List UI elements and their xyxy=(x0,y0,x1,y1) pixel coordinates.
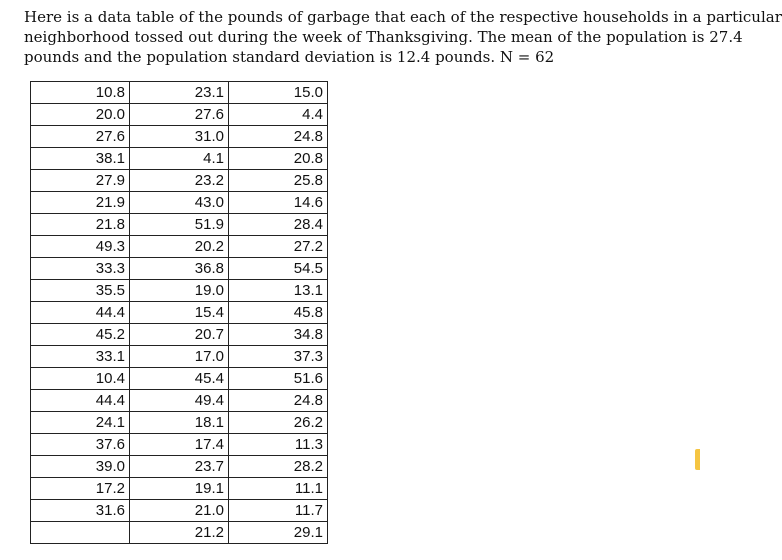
table-row xyxy=(31,456,328,478)
table-cell: 19.1 xyxy=(130,478,229,500)
table-cell: 51.6 xyxy=(229,368,328,390)
table-row xyxy=(31,126,328,148)
table-cell: 25.8 xyxy=(229,170,328,192)
table-cell: 44.4 xyxy=(31,390,130,412)
table-cell: 45.4 xyxy=(130,368,229,390)
table-row xyxy=(31,170,328,192)
table-cell: 31.6 xyxy=(31,500,130,522)
table-row xyxy=(31,434,328,456)
table-cell: 19.0 xyxy=(130,280,229,302)
table-cell: 51.9 xyxy=(130,214,229,236)
table-cell: 35.5 xyxy=(31,280,130,302)
table-row xyxy=(31,412,328,434)
table-cell: 27.9 xyxy=(31,170,130,192)
table-cell: 37.6 xyxy=(31,434,130,456)
table-cell: 24.8 xyxy=(229,126,328,148)
table-row xyxy=(31,500,328,522)
table-row xyxy=(31,258,328,280)
table-cell: 17.0 xyxy=(130,346,229,368)
table-cell: 21.0 xyxy=(130,500,229,522)
table-cell: 24.1 xyxy=(31,412,130,434)
table-cell: 11.7 xyxy=(229,500,328,522)
table-cell: 36.8 xyxy=(130,258,229,280)
table-row xyxy=(31,302,328,324)
table-row xyxy=(31,390,328,412)
table-cell: 20.2 xyxy=(130,236,229,258)
table-row xyxy=(31,280,328,302)
table-cell: 29.1 xyxy=(229,522,328,544)
table-cell: 31.0 xyxy=(130,126,229,148)
table-cell: 45.2 xyxy=(31,324,130,346)
table-row xyxy=(31,236,328,258)
table-cell: 11.1 xyxy=(229,478,328,500)
table-cell: 28.2 xyxy=(229,456,328,478)
table-cell: 15.4 xyxy=(130,302,229,324)
table-row xyxy=(31,324,328,346)
table-cell: 4.4 xyxy=(229,104,328,126)
table-cell: 18.1 xyxy=(130,412,229,434)
table-cell: 23.1 xyxy=(130,82,229,104)
table-cell: 34.8 xyxy=(229,324,328,346)
table-cell: 54.5 xyxy=(229,258,328,280)
table-row xyxy=(31,148,328,170)
garbage-data-table xyxy=(30,81,328,544)
table-cell: 20.0 xyxy=(31,104,130,126)
table-cell: 39.0 xyxy=(31,456,130,478)
table-row xyxy=(31,192,328,214)
table-cell: 28.4 xyxy=(229,214,328,236)
table-row xyxy=(31,368,328,390)
table-cell: 26.2 xyxy=(229,412,328,434)
table-cell xyxy=(31,522,130,544)
table-cell: 23.2 xyxy=(130,170,229,192)
table-row xyxy=(31,82,328,104)
table-cell: 4.1 xyxy=(130,148,229,170)
table-body xyxy=(31,82,328,544)
table-cell: 33.1 xyxy=(31,346,130,368)
table-row xyxy=(31,214,328,236)
table-cell: 27.6 xyxy=(130,104,229,126)
table-cell: 43.0 xyxy=(130,192,229,214)
edge-highlight-marker xyxy=(695,449,700,470)
table-row xyxy=(31,478,328,500)
table-cell: 11.3 xyxy=(229,434,328,456)
problem-statement xyxy=(24,7,782,67)
table-cell: 21.8 xyxy=(31,214,130,236)
table-cell: 24.8 xyxy=(229,390,328,412)
table-row xyxy=(31,522,328,544)
table-cell: 45.8 xyxy=(229,302,328,324)
table-cell: 21.9 xyxy=(31,192,130,214)
statement-line: pounds and the population standard deviation is 12.4 pounds. N = 62 xyxy=(24,48,555,66)
table-cell: 10.4 xyxy=(31,368,130,390)
table-cell: 27.2 xyxy=(229,236,328,258)
table-cell: 49.4 xyxy=(130,390,229,412)
table-cell: 44.4 xyxy=(31,302,130,324)
table-cell: 10.8 xyxy=(31,82,130,104)
table-cell: 13.1 xyxy=(229,280,328,302)
table-cell: 14.6 xyxy=(229,192,328,214)
statement-line: Here is a data table of the pounds of garbage that each of the respective households in a particular xyxy=(24,8,782,26)
table-cell: 27.6 xyxy=(31,126,130,148)
table-row xyxy=(31,346,328,368)
table-cell: 17.4 xyxy=(130,434,229,456)
table-row xyxy=(31,104,328,126)
statement-line: neighborhood tossed out during the week of Thanksgiving. The mean of the population is 27.4 xyxy=(24,28,743,46)
table-cell: 49.3 xyxy=(31,236,130,258)
table-cell: 38.1 xyxy=(31,148,130,170)
table-cell: 15.0 xyxy=(229,82,328,104)
table-cell: 17.2 xyxy=(31,478,130,500)
table-cell: 20.7 xyxy=(130,324,229,346)
table-cell: 37.3 xyxy=(229,346,328,368)
table-cell: 33.3 xyxy=(31,258,130,280)
table-cell: 20.8 xyxy=(229,148,328,170)
table-cell: 21.2 xyxy=(130,522,229,544)
table-cell: 23.7 xyxy=(130,456,229,478)
